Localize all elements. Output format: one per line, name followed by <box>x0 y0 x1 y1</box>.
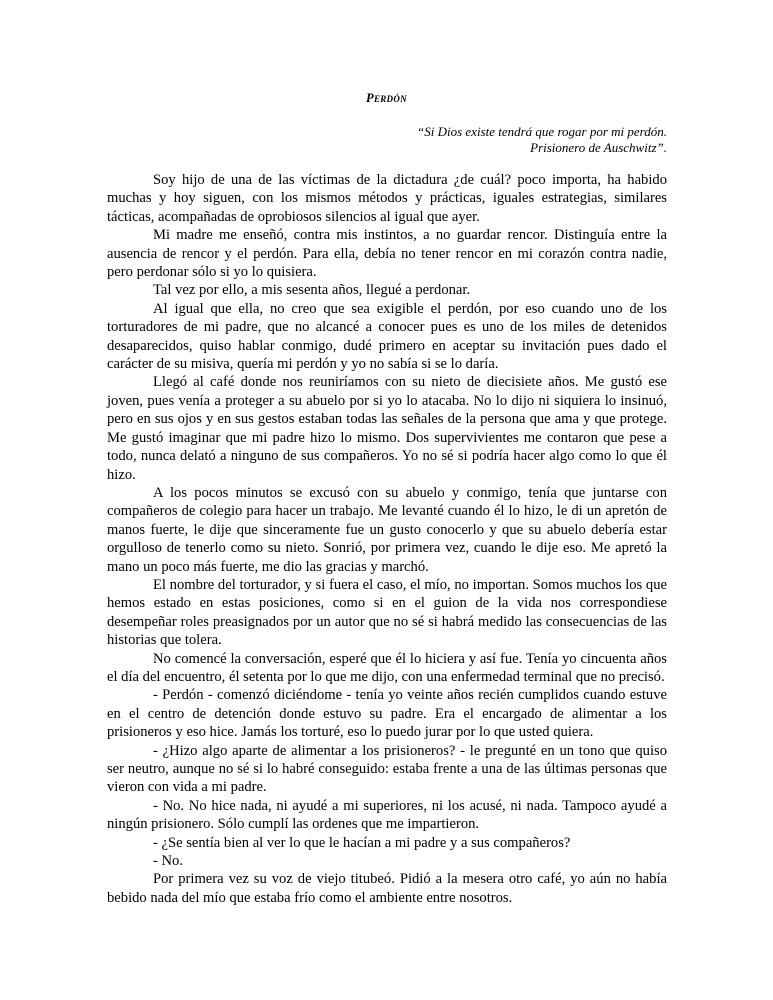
dialogue-line: - Perdón - comenzó diciéndome - tenía yo veinte años recién cumplidos cuando estuve en el centro de detención donde estuvo su padre. Era el encargado de alimentar a los prisioneros y eso hice. Jamás los torturé, eso lo puedo jurar por lo que usted quiera. <box>107 687 667 741</box>
epigraph-quote: “Si Dios existe tendrá que rogar por mi perdón. <box>417 124 667 139</box>
paragraph: Por primera vez su voz de viejo titubeó. Pidió a la mesera otro café, yo aún no había bebido nada del mío que estaba frío como el ambiente entre nosotros. <box>107 871 667 906</box>
epigraph-attribution: Prisionero de Auschwitz”. <box>530 140 667 155</box>
dialogue-line: - ¿Se sentía bien al ver lo que le hacían a mi padre y a sus compañeros? <box>153 834 571 851</box>
body-text <box>107 171 667 907</box>
dialogue-line: - ¿Hizo algo aparte de alimentar a los prisioneros? - le pregunté en un tono que quiso ser neutro, aunque no sé si lo habré conseguido: estaba frente a una de las últimas personas que vieron con vida a mi padre. <box>107 742 667 796</box>
epigraph <box>267 124 667 156</box>
page-title: Perdón <box>366 91 407 105</box>
paragraph: El nombre del torturador, y si fuera el caso, el mío, no importan. Somos muchos los que hemos estado en estas posiciones, como si en el guion de la vida nos correspondiese desempeñar roles preasignados por un autor que no sé si habrá medido las consecuencias de las historias que tolera. <box>107 576 667 649</box>
dialogue-line: - No. No hice nada, ni ayudé a mi superiores, ni los acusé, ni nada. Tampoco ayudé a ningún prisionero. Sólo cumplí las ordenes que me impartieron. <box>107 797 667 833</box>
paragraph: Mi madre me enseñó, contra mis instintos, a no guardar rencor. Distinguía entre la ausencia de rencor y el perdón. Para ella, debía no tener rencor en mi corazón contra nadie, pero perdonar sólo si yo lo quisiera. <box>107 227 667 281</box>
paragraph: Al igual que ella, no creo que sea exigible el perdón, por eso cuando uno de los torturadores de mi padre, que no alcancé a conocer pues es uno de los miles de detenidos desaparecidos, quiso hablar conmigo, dudé primero en aceptar su invitación pues dado el carácter de su misiva, quería mi perdón y yo no sabía si se lo daría. <box>107 300 667 373</box>
dialogue-line: - No. <box>153 853 183 870</box>
paragraph: No comencé la conversación, esperé que él lo hiciera y así fue. Tenía yo cincuenta años el día del encuentro, él setenta por lo que me dijo, con una enfermedad terminal que no precisó. <box>107 650 667 685</box>
paragraph: Soy hijo de una de las víctimas de la dictadura ¿de cuál? poco importa, ha habido muchas y hoy siguen, con los mismos métodos y prácticas, iguales estrategias, similares tácticas, acompañadas de oprobiosos silencios al igual que ayer. <box>107 172 667 225</box>
paragraph: Tal vez por ello, a mis sesenta años, llegué a perdonar. <box>153 282 471 299</box>
paragraph: Llegó al café donde nos reuniríamos con su nieto de diecisiete años. Me gustó ese joven, pues venía a proteger a su abuelo por si yo lo atacaba. No lo dijo ni siquiera lo insinuó, pero en sus ojos y en sus gestos estaban todas las señales de la persona que ama y que protege. Me gustó imaginar que mi padre hizo lo mismo. Dos supervivientes me contaron que pese a todo, nunca delató a ninguno de sus compañeros. Yo no sé si podría hacer algo como lo que él hizo. <box>107 374 667 483</box>
paragraph: A los pocos minutos se excusó con su abuelo y conmigo, tenía que juntarse con compañeros de colegio para hacer un trabajo. Me levanté cuando él lo hizo, le di un apretón de manos fuerte, le dije que sinceramente fue un gusto conocerlo y que su abuelo debería estar orgulloso de tenerlo como su nieto. Sonrió, por primera vez, cuando le dije eso. Me apretó la mano un poco más fuerte, me dio las gracias y marchó. <box>107 484 667 575</box>
